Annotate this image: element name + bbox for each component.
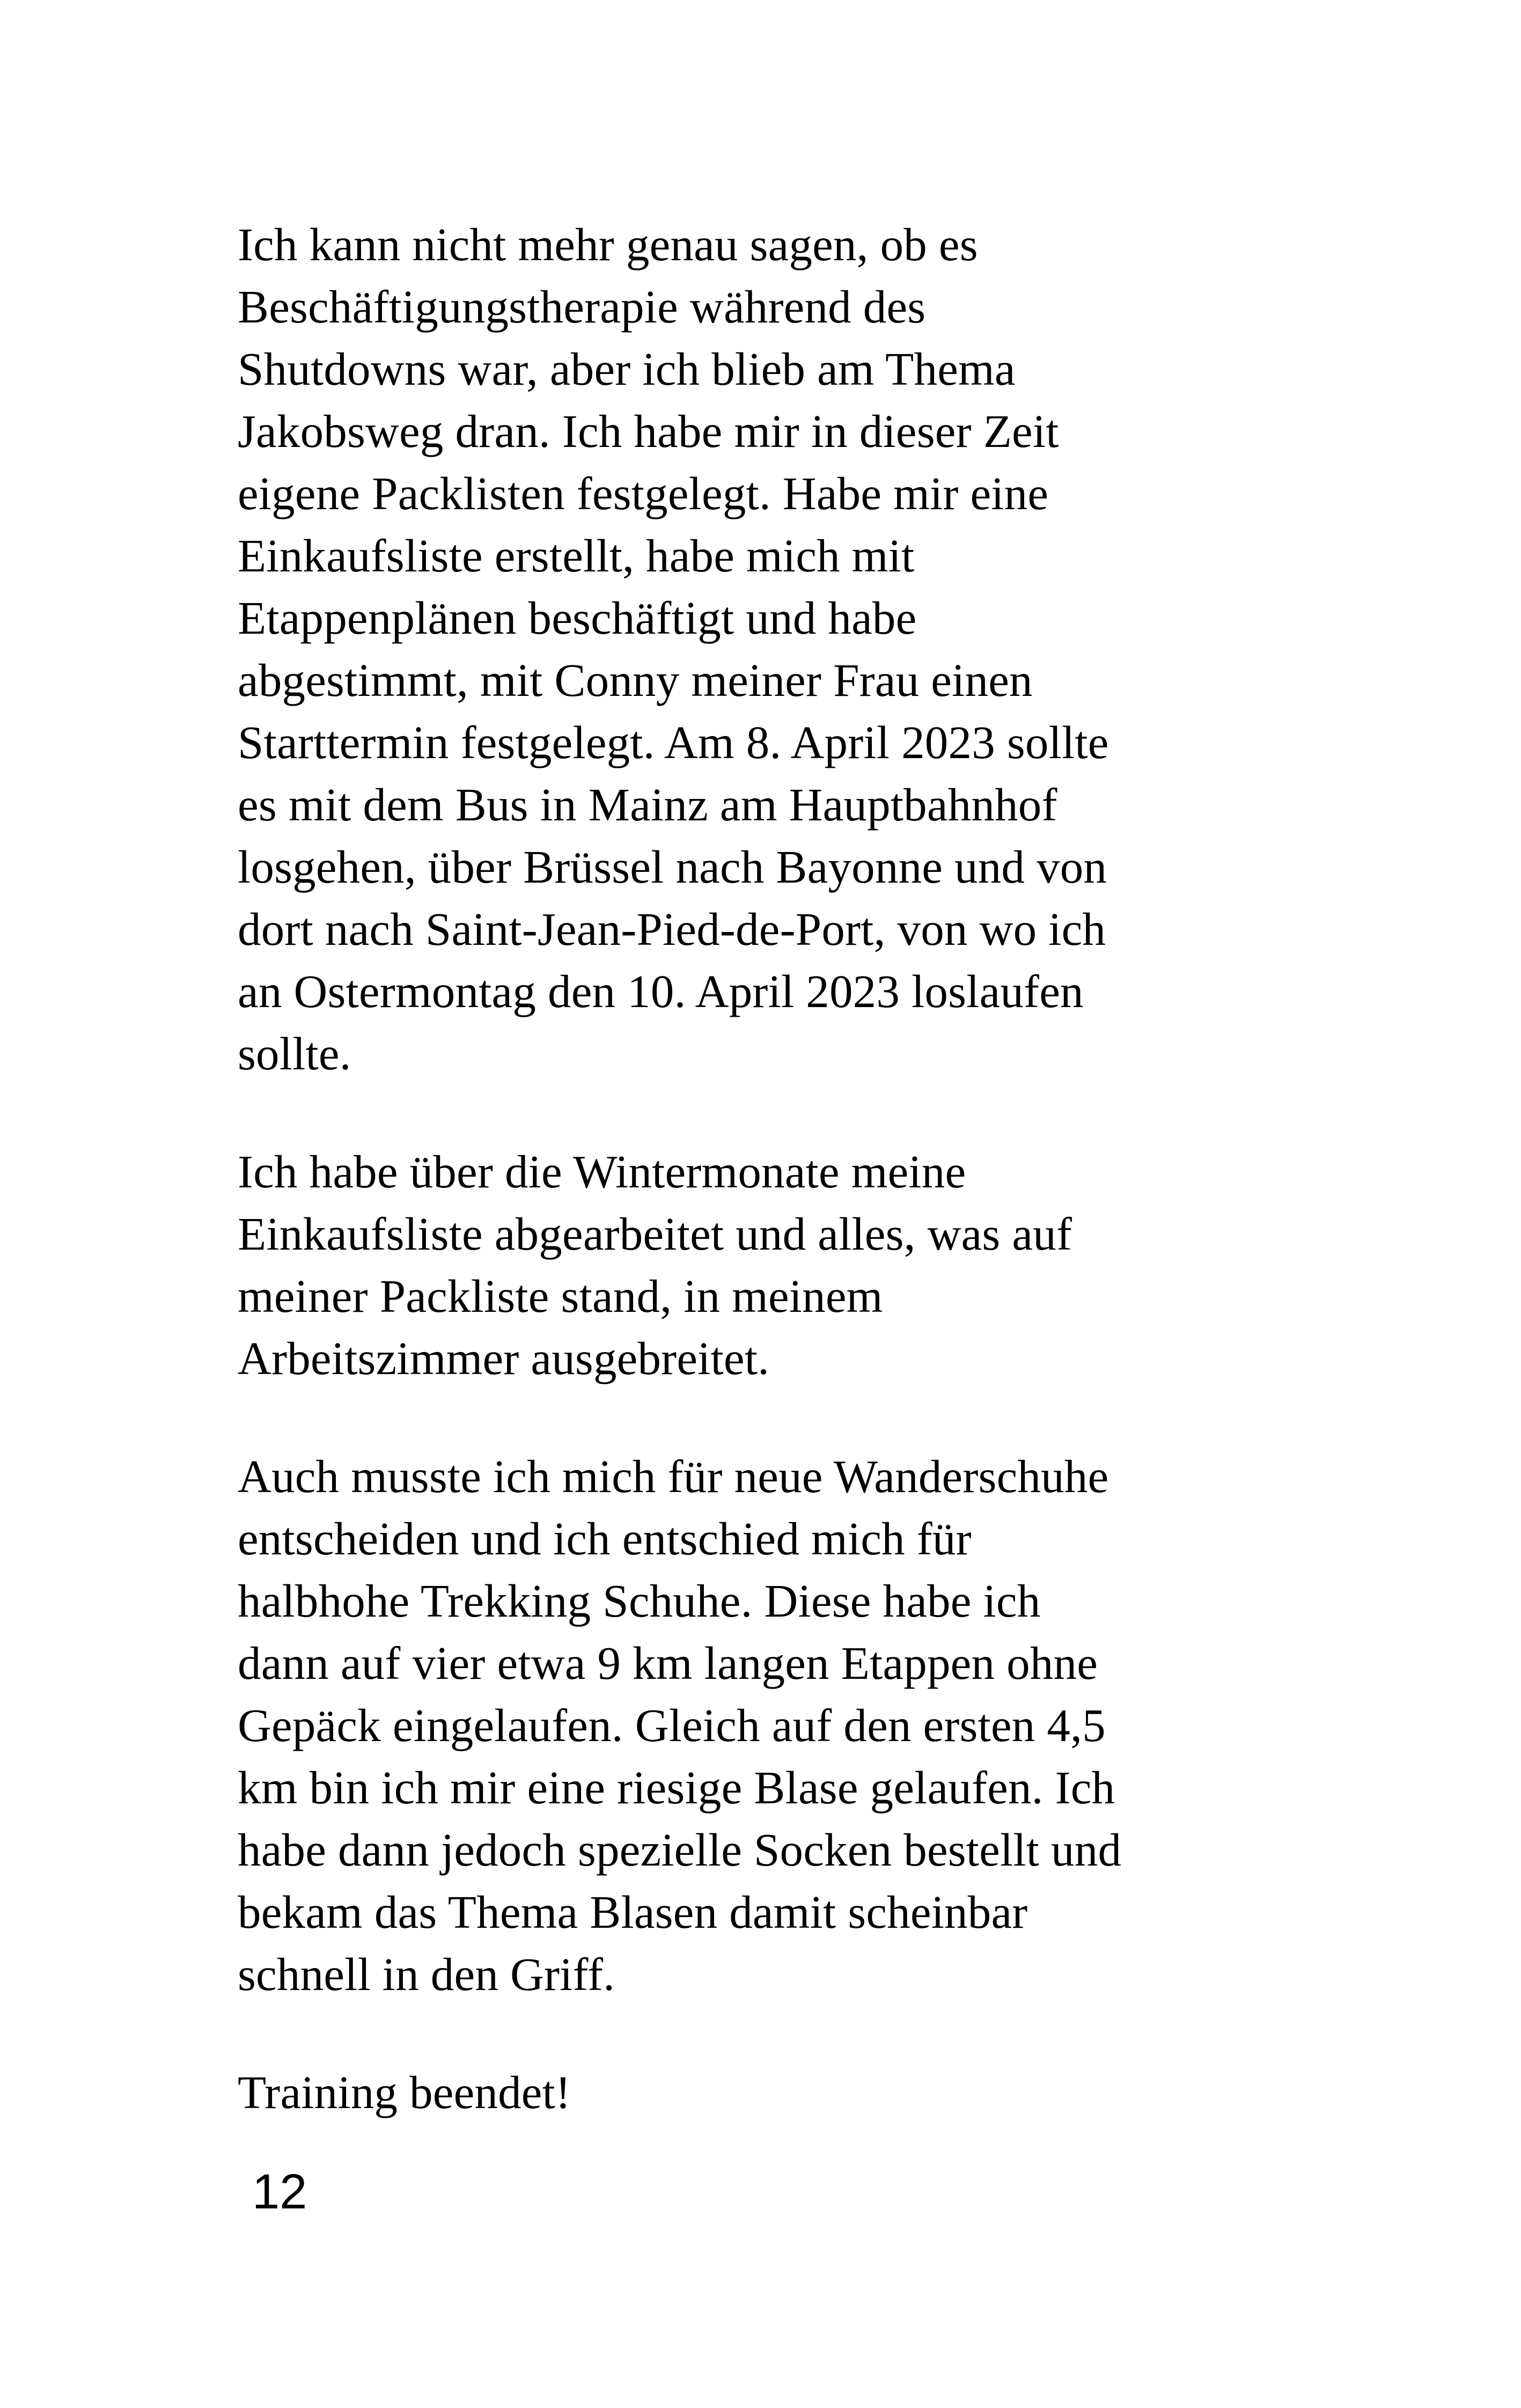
text-line: Ich habe über die Wintermonate meine [238, 1146, 966, 1198]
text-line: km bin ich mir eine riesige Blase gelaufen. Ich [238, 1761, 1115, 1814]
text-line: an Ostermontag den 10. April 2023 loslaufen [238, 965, 1084, 1017]
text-line: losgehen, über Brüssel nach Bayonne und von [238, 841, 1107, 893]
text-line: dann auf vier etwa 9 km langen Etappen ohne [238, 1637, 1098, 1689]
text-line: Ich kann nicht mehr genau sagen, ob es [238, 218, 978, 270]
text-line: schnell in den Griff. [238, 1948, 615, 2000]
paragraph-2 [238, 1141, 1289, 1390]
paragraph-gap [238, 1085, 1289, 1141]
paragraph-gap [238, 1390, 1289, 1445]
text-line: Starttermin festgelegt. Am 8. April 2023 sollte [238, 716, 1109, 768]
body-text [238, 214, 1289, 2124]
text-line: halbhohe Trekking Schuhe. Diese habe ich [238, 1575, 1041, 1627]
text-line: Beschäftigungstherapie während des [238, 281, 926, 333]
text-line: meiner Packliste stand, in meinem [238, 1270, 883, 1322]
paragraph-3 [238, 1445, 1289, 2006]
text-line: sollte. [238, 1027, 351, 1080]
text-line: Training beendet! [238, 2066, 571, 2118]
text-line: Etappenplänen beschäftigt und habe [238, 592, 917, 644]
paragraph-4 [238, 2061, 1289, 2124]
page-number: 12 [252, 2164, 307, 2219]
text-line: eigene Packlisten festgelegt. Habe mir eine [238, 467, 1049, 519]
paragraph-gap [238, 2006, 1289, 2061]
text-line: entscheiden und ich entschied mich für [238, 1513, 972, 1565]
paragraph-1 [238, 214, 1289, 1085]
text-line: habe dann jedoch spezielle Socken bestellt und [238, 1824, 1122, 1876]
text-line: Jakobsweg dran. Ich habe mir in dieser Zeit [238, 405, 1059, 457]
text-line: Gepäck eingelaufen. Gleich auf den ersten 4,5 [238, 1699, 1106, 1751]
text-line: Einkaufsliste abgearbeitet und alles, was auf [238, 1208, 1072, 1260]
text-line: Auch musste ich mich für neue Wanderschuhe [238, 1450, 1109, 1502]
text-line: Einkaufsliste erstellt, habe mich mit [238, 530, 915, 582]
text-line: dort nach Saint-Jean-Pied-de-Port, von wo ich [238, 903, 1106, 955]
text-line: es mit dem Bus in Mainz am Hauptbahnhof [238, 779, 1057, 831]
text-line: Shutdowns war, aber ich blieb am Thema [238, 343, 1016, 395]
text-line: abgestimmt, mit Conny meiner Frau einen [238, 654, 1033, 706]
text-line: bekam das Thema Blasen damit scheinbar [238, 1886, 1028, 1938]
text-line: Arbeitszimmer ausgebreitet. [238, 1332, 770, 1384]
